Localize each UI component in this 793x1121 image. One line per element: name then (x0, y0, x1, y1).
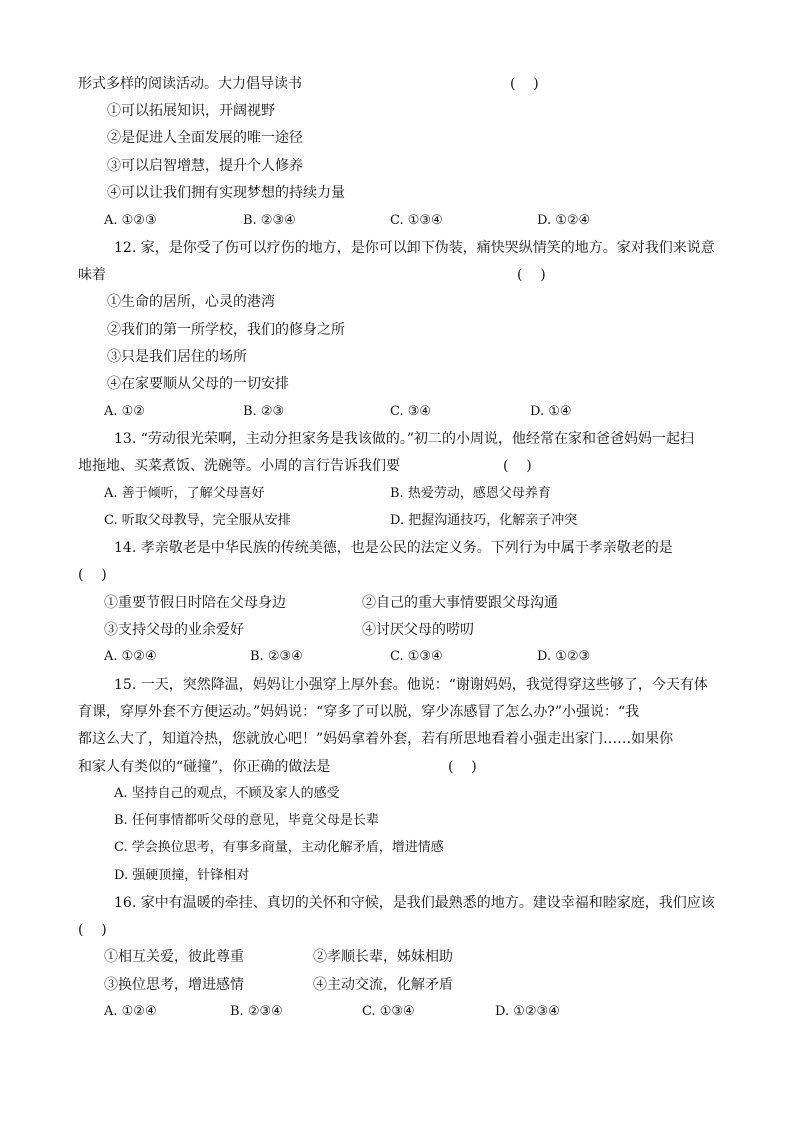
q15-option-a: A. 坚持自己的观点，不顾及家人的感受 (114, 786, 340, 801)
q12-stem-line1: 12. 家，是你受了伤可以疗伤的地方，是你可以卸下伪装，痛快哭纵情笑的地方。家对我们来说意 (114, 240, 715, 256)
q15-option-c: C. 学会换位思考，有事多商量，主动化解矛盾，增进情感 (114, 840, 444, 855)
q12-item-2: ②我们的第一所学校，我们的修身之所 (107, 322, 345, 338)
q15-answer-paren: ( ) (448, 759, 477, 775)
q15-stem-line4: 和家人有类似的“碰撞”，你正确的做法是 (78, 759, 331, 775)
q16-item-1: ①相互关爱，彼此尊重 (104, 949, 244, 965)
q16-option-c: C. ①③④ (362, 1004, 415, 1019)
q15-option-d: D. 强硬顶撞，针锋相对 (114, 868, 250, 883)
q13-option-c: C. 听取父母教导，完全服从安排 (104, 513, 291, 528)
q11-option-a: A. ①②③ (104, 213, 157, 228)
q14-stem-line1: 14. 孝亲敬老是中华民族的传统美德，也是公民的法定义务。下列行为中属于孝亲敬老的是 (114, 540, 673, 556)
q11-option-d: D. ①②④ (537, 213, 591, 228)
q12-option-a: A. ①② (104, 404, 145, 419)
q11-answer-paren: ( ) (510, 76, 539, 92)
q13-option-d: D. 把握沟通技巧，化解亲子冲突 (390, 513, 578, 528)
q12-option-d: D. ①④ (530, 404, 572, 419)
q15-stem-line2: 育课，穿厚外套不方便运动。”妈妈说：“穿多了可以脱，穿少冻感冒了怎么办?”小强说：“我 (78, 704, 640, 720)
q11-item-4: ④可以让我们拥有实现梦想的持续力量 (107, 185, 345, 201)
q14-item-1: ①重要节假日时陪在父母身边 (104, 595, 286, 611)
q11-item-1: ①可以拓展知识，开阔视野 (107, 103, 275, 119)
q16-option-a: A. ①②④ (104, 1004, 157, 1019)
q12-answer-paren: ( ) (517, 267, 546, 283)
q16-item-4: ④主动交流，化解矛盾 (313, 977, 453, 993)
q16-stem-line1: 16. 家中有温暖的牵挂、真切的关怀和守候，是我们最熟悉的地方。建设幸福和睦家庭，我们应该 (114, 895, 715, 911)
q12-item-4: ④在家要顺从父母的一切安排 (107, 376, 289, 392)
q14-item-4: ④讨厌父母的唠叨 (362, 622, 474, 638)
q11-option-b: B. ②③④ (243, 213, 296, 228)
q13-answer-paren: ( ) (503, 458, 532, 474)
q16-item-2: ②孝顺长辈，姊妹相助 (313, 949, 453, 965)
q11-item-3: ③可以启智增慧，提升个人修养 (107, 158, 303, 174)
q16-answer-paren: ( ) (78, 922, 107, 938)
q14-item-2: ②自己的重大事情要跟父母沟通 (362, 595, 558, 611)
q11-stem: 形式多样的阅读活动。大力倡导读书 (78, 76, 302, 92)
q16-option-b: B. ②③④ (230, 1004, 283, 1019)
q15-stem-line3: 都这么大了，知道冷热，您就放心吧！”妈妈拿着外套，若有所思地看着小强走出家门……如果你 (78, 731, 674, 747)
q11-option-c: C. ①③④ (390, 213, 443, 228)
q14-answer-paren: ( ) (78, 567, 107, 583)
q15-option-b: B. 任何事情都听父母的意见，毕竟父母是长辈 (114, 813, 379, 828)
q13-option-a: A. 善于倾听，了解父母喜好 (104, 486, 265, 501)
q16-item-3: ③换位思考，增进感情 (104, 977, 244, 993)
q13-option-b: B. 热爱劳动，感恩父母养育 (390, 486, 551, 501)
q14-option-c: C. ①③④ (390, 649, 443, 664)
q13-stem-line2: 地拖地、买菜煮饭、洗碗等。小周的言行告诉我们要 (78, 458, 400, 474)
q12-stem-line2: 味着 (78, 267, 106, 283)
q14-option-d: D. ①②③ (537, 649, 591, 664)
q16-option-d: D. ①②③④ (495, 1004, 560, 1019)
q12-option-b: B. ②③ (243, 404, 285, 419)
q14-option-b: B. ②③④ (250, 649, 303, 664)
q14-item-3: ③支持父母的业余爱好 (104, 622, 244, 638)
q11-item-2: ②是促进人全面发展的唯一途径 (107, 130, 303, 146)
q13-stem-line1: 13. “劳动很光荣啊，主动分担家务是我该做的。”初二的小周说，他经常在家和爸爸妈妈一起扫 (114, 431, 695, 447)
q12-option-c: C. ③④ (390, 404, 432, 419)
q12-item-1: ①生命的居所，心灵的港湾 (107, 294, 275, 310)
q12-item-3: ③只是我们居住的场所 (107, 349, 247, 365)
q15-stem-line1: 15. 一天，突然降温，妈妈让小强穿上厚外套。他说：“谢谢妈妈，我觉得穿这些够了，今天有体 (114, 677, 708, 693)
q14-option-a: A. ①②④ (104, 649, 157, 664)
